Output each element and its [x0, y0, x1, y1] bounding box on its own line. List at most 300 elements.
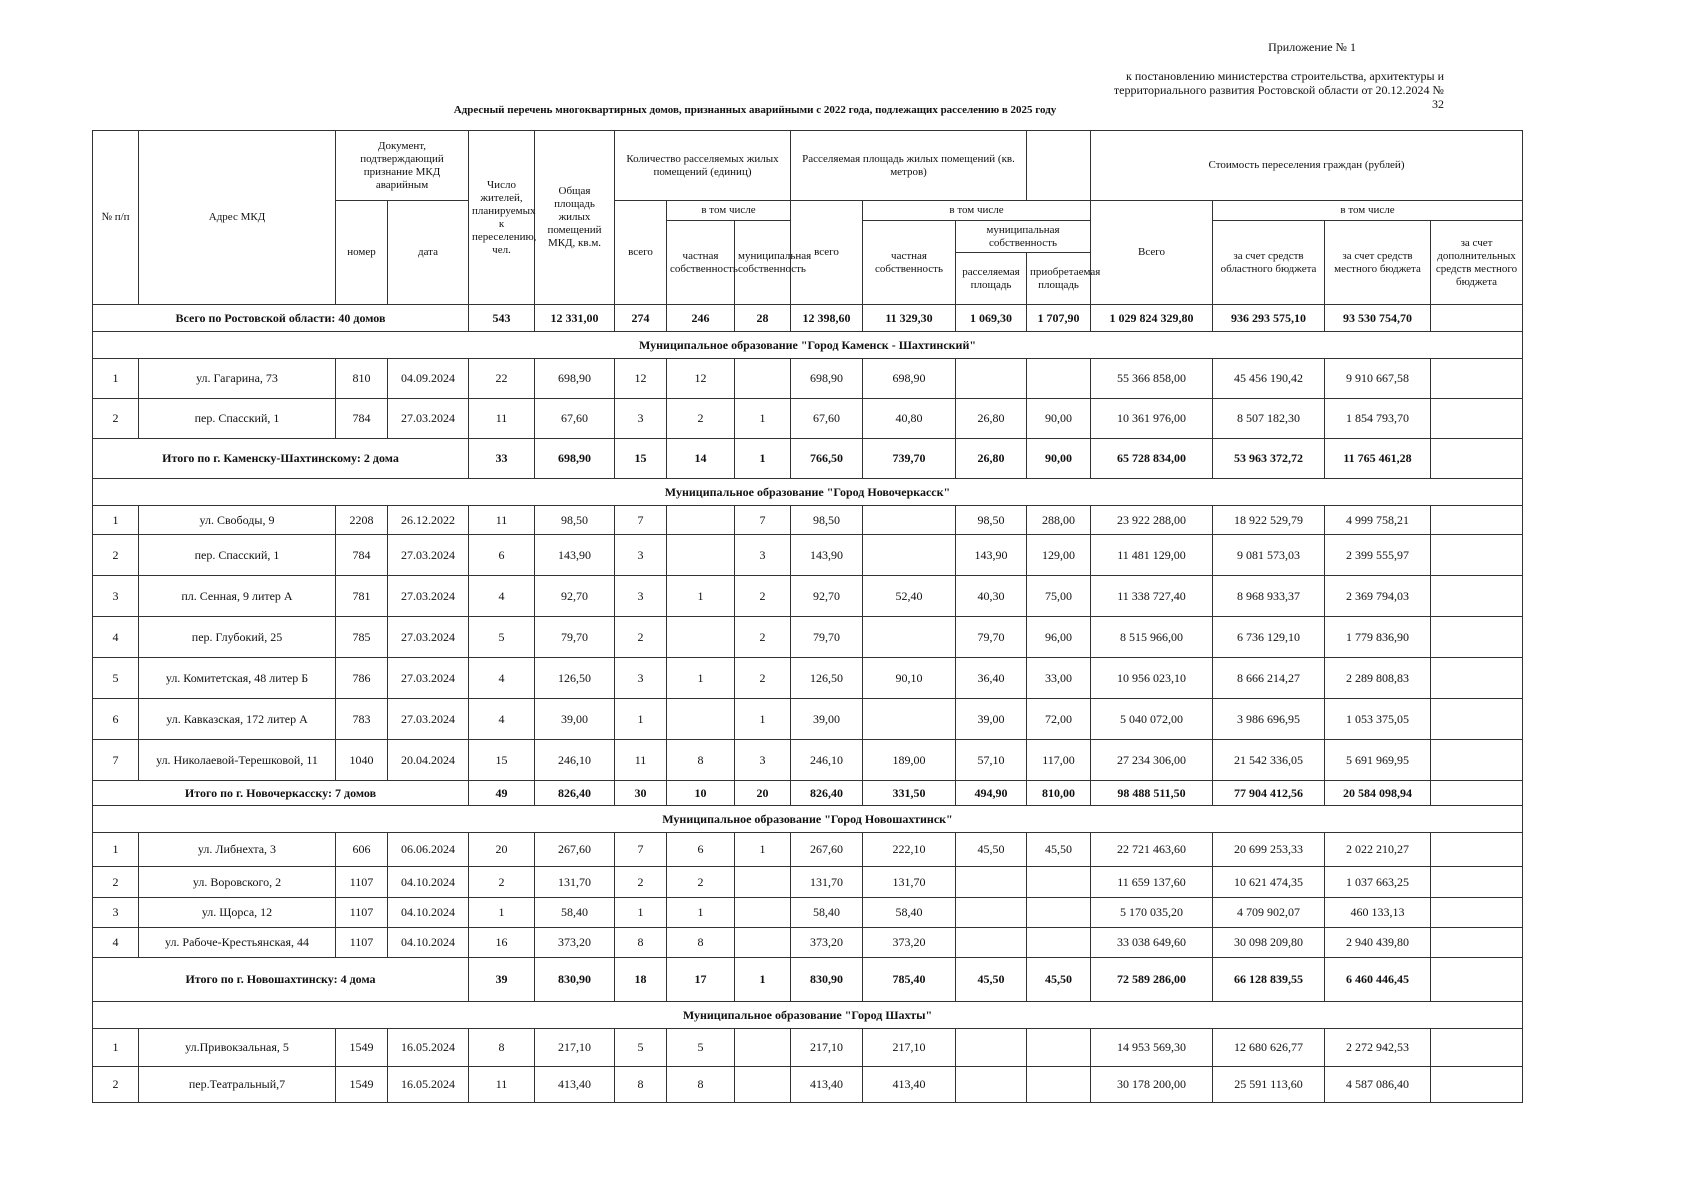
total-label: Итого по г. Новочеркасску: 7 домов: [93, 781, 469, 806]
table-row: [93, 1067, 1523, 1103]
rooms-private-cell: 5: [667, 1029, 735, 1067]
rooms-municipal-cell: 2: [735, 576, 791, 617]
doc-number-cell: 1549: [336, 1029, 388, 1067]
residents-cell: 4: [469, 699, 535, 740]
cost-regional-cell: 53 963 372,72: [1213, 439, 1325, 479]
doc-date-cell: 27.03.2024: [388, 617, 469, 658]
doc-number-cell: 1549: [336, 1067, 388, 1103]
address-cell: ул. Воровского, 2: [139, 867, 336, 898]
area-resettled-cell: 40,30: [956, 576, 1027, 617]
header-area-resettled: расселяемая площадь: [956, 253, 1027, 305]
cost-local-cell: 1 854 793,70: [1325, 399, 1431, 439]
header-address: Адрес МКД: [139, 131, 336, 305]
table-body: [93, 305, 1523, 1103]
area-private-cell: 739,70: [863, 439, 956, 479]
total-area-cell: 698,90: [535, 359, 615, 399]
rooms-total-cell: 3: [615, 658, 667, 699]
total-area-cell: 413,40: [535, 1067, 615, 1103]
table-row: [93, 833, 1523, 867]
doc-date-cell: 06.06.2024: [388, 833, 469, 867]
residents-cell: 16: [469, 928, 535, 958]
area-total-cell: 766,50: [791, 439, 863, 479]
area-acquired-cell: [1027, 1067, 1091, 1103]
doc-date-cell: 27.03.2024: [388, 535, 469, 576]
rooms-municipal-cell: 1: [735, 399, 791, 439]
doc-date-cell: 16.05.2024: [388, 1029, 469, 1067]
area-total-cell: 826,40: [791, 781, 863, 806]
table-row: [93, 699, 1523, 740]
cost-extra-cell: [1431, 535, 1523, 576]
section-total-row: [93, 439, 1523, 479]
row-number-cell: 3: [93, 898, 139, 928]
area-resettled-cell: 143,90: [956, 535, 1027, 576]
cost-regional-cell: 8 968 933,37: [1213, 576, 1325, 617]
doc-number-cell: 783: [336, 699, 388, 740]
cost-extra-cell: [1431, 576, 1523, 617]
cost-regional-cell: 25 591 113,60: [1213, 1067, 1325, 1103]
area-private-cell: 40,80: [863, 399, 956, 439]
grand-total-row: [93, 305, 1523, 332]
address-cell: ул. Свободы, 9: [139, 506, 336, 535]
header-area-total: всего: [791, 201, 863, 305]
area-total-cell: 79,70: [791, 617, 863, 658]
header-document: Документ, подтверждающий признание МКД аварийным: [336, 131, 469, 201]
area-private-cell: 52,40: [863, 576, 956, 617]
rooms-private-cell: 14: [667, 439, 735, 479]
residents-cell: 8: [469, 1029, 535, 1067]
address-cell: пл. Сенная, 9 литер А: [139, 576, 336, 617]
cost-extra-cell: [1431, 617, 1523, 658]
section-title: Муниципальное образование "Город Шахты": [93, 1002, 1523, 1029]
rooms-total-cell: 1: [615, 898, 667, 928]
row-number-cell: 2: [93, 1067, 139, 1103]
cost-regional-cell: 20 699 253,33: [1213, 833, 1325, 867]
cost-extra-cell: [1431, 699, 1523, 740]
row-number-cell: 5: [93, 658, 139, 699]
total-area-cell: 373,20: [535, 928, 615, 958]
table-row: [93, 928, 1523, 958]
cost-local-cell: 4 999 758,21: [1325, 506, 1431, 535]
cost-regional-cell: 3 986 696,95: [1213, 699, 1325, 740]
cost-local-cell: 460 133,13: [1325, 898, 1431, 928]
area-acquired-cell: 45,50: [1027, 958, 1091, 1002]
area-private-cell: 785,40: [863, 958, 956, 1002]
total-area-cell: 58,40: [535, 898, 615, 928]
doc-date-cell: 27.03.2024: [388, 399, 469, 439]
rooms-private-cell: 12: [667, 359, 735, 399]
rooms-total-cell: 18: [615, 958, 667, 1002]
address-cell: ул. Комитетская, 48 литер Б: [139, 658, 336, 699]
cost-local-cell: 1 053 375,05: [1325, 699, 1431, 740]
table-row: [93, 898, 1523, 928]
row-number-cell: 2: [93, 399, 139, 439]
table-row: [93, 399, 1523, 439]
area-total-cell: 217,10: [791, 1029, 863, 1067]
area-total-cell: 830,90: [791, 958, 863, 1002]
area-acquired-cell: 1 707,90: [1027, 305, 1091, 332]
area-resettled-cell: 79,70: [956, 617, 1027, 658]
address-cell: ул. Гагарина, 73: [139, 359, 336, 399]
total-area-cell: 79,70: [535, 617, 615, 658]
cost-local-cell: 2 022 210,27: [1325, 833, 1431, 867]
area-acquired-cell: 129,00: [1027, 535, 1091, 576]
total-area-cell: 131,70: [535, 867, 615, 898]
rooms-municipal-cell: [735, 928, 791, 958]
area-resettled-cell: [956, 1067, 1027, 1103]
rooms-municipal-cell: 3: [735, 740, 791, 781]
area-acquired-cell: 72,00: [1027, 699, 1091, 740]
area-acquired-cell: 810,00: [1027, 781, 1091, 806]
cost-regional-cell: 21 542 336,05: [1213, 740, 1325, 781]
residents-cell: 11: [469, 1067, 535, 1103]
area-acquired-cell: 96,00: [1027, 617, 1091, 658]
header-doc-date: дата: [388, 201, 469, 305]
doc-date-cell: 27.03.2024: [388, 699, 469, 740]
address-cell: пер. Спасский, 1: [139, 535, 336, 576]
cost-extra-cell: [1431, 781, 1523, 806]
rooms-private-cell: 2: [667, 867, 735, 898]
doc-date-cell: 26.12.2022: [388, 506, 469, 535]
address-cell: пер.Театральный,7: [139, 1067, 336, 1103]
area-total-cell: 246,10: [791, 740, 863, 781]
cost-total-cell: 10 361 976,00: [1091, 399, 1213, 439]
area-acquired-cell: [1027, 867, 1091, 898]
total-label: Всего по Ростовской области: 40 домов: [93, 305, 469, 332]
cost-total-cell: 1 029 824 329,80: [1091, 305, 1213, 332]
doc-date-cell: 04.10.2024: [388, 928, 469, 958]
rooms-total-cell: 2: [615, 617, 667, 658]
area-total-cell: 126,50: [791, 658, 863, 699]
cost-local-cell: 1 779 836,90: [1325, 617, 1431, 658]
section-header-row: [93, 1002, 1523, 1029]
row-number-cell: 2: [93, 535, 139, 576]
header-rooms: Количество расселяемых жилых помещений (единиц): [615, 131, 791, 201]
row-number-cell: 1: [93, 1029, 139, 1067]
area-private-cell: 217,10: [863, 1029, 956, 1067]
rooms-private-cell: 2: [667, 399, 735, 439]
rooms-total-cell: 8: [615, 928, 667, 958]
area-total-cell: 267,60: [791, 833, 863, 867]
header-cost-total: Всего: [1091, 201, 1213, 305]
header-cost: Стоимость переселения граждан (рублей): [1091, 131, 1523, 201]
cost-extra-cell: [1431, 928, 1523, 958]
cost-regional-cell: 77 904 412,56: [1213, 781, 1325, 806]
total-label: Итого по г. Новошахтинску: 4 дома: [93, 958, 469, 1002]
area-acquired-cell: 33,00: [1027, 658, 1091, 699]
rooms-total-cell: 5: [615, 1029, 667, 1067]
cost-total-cell: 23 922 288,00: [1091, 506, 1213, 535]
rooms-private-cell: 17: [667, 958, 735, 1002]
header-cost-local: за счет средств местного бюджета: [1325, 221, 1431, 305]
row-number-cell: 1: [93, 506, 139, 535]
area-total-cell: 131,70: [791, 867, 863, 898]
cost-extra-cell: [1431, 506, 1523, 535]
rooms-municipal-cell: [735, 1029, 791, 1067]
rooms-private-cell: 1: [667, 658, 735, 699]
area-total-cell: 413,40: [791, 1067, 863, 1103]
area-acquired-cell: 117,00: [1027, 740, 1091, 781]
header-rooms-municipal: муниципальная собственность: [735, 221, 791, 305]
cost-local-cell: 9 910 667,58: [1325, 359, 1431, 399]
doc-number-cell: 606: [336, 833, 388, 867]
rooms-total-cell: 274: [615, 305, 667, 332]
row-number-cell: 1: [93, 833, 139, 867]
section-header-row: [93, 332, 1523, 359]
table-header: [93, 131, 1523, 305]
area-resettled-cell: 98,50: [956, 506, 1027, 535]
rooms-private-cell: [667, 506, 735, 535]
rooms-municipal-cell: 1: [735, 439, 791, 479]
area-total-cell: 67,60: [791, 399, 863, 439]
cost-extra-cell: [1431, 898, 1523, 928]
residents-cell: 39: [469, 958, 535, 1002]
address-cell: ул. Николаевой-Терешковой, 11: [139, 740, 336, 781]
area-resettled-cell: 45,50: [956, 958, 1027, 1002]
table-row: [93, 535, 1523, 576]
area-resettled-cell: 39,00: [956, 699, 1027, 740]
total-area-cell: 12 331,00: [535, 305, 615, 332]
header-area-municipal: муниципальная собственность: [956, 221, 1091, 253]
header-cost-incl: в том числе: [1213, 201, 1523, 221]
header-residents: Число жителей, планируемых к переселению, чел.: [469, 131, 535, 305]
area-private-cell: [863, 535, 956, 576]
cost-extra-cell: [1431, 399, 1523, 439]
address-cell: ул. Рабоче-Крестьянская, 44: [139, 928, 336, 958]
header-area: Расселяемая площадь жилых помещений (кв. метров): [791, 131, 1027, 201]
header-area-blank: [1027, 131, 1091, 201]
area-resettled-cell: 26,80: [956, 439, 1027, 479]
cost-local-cell: 4 587 086,40: [1325, 1067, 1431, 1103]
table-row: [93, 1029, 1523, 1067]
doc-number-cell: 781: [336, 576, 388, 617]
cost-extra-cell: [1431, 1029, 1523, 1067]
cost-extra-cell: [1431, 833, 1523, 867]
cost-total-cell: 33 038 649,60: [1091, 928, 1213, 958]
doc-date-cell: 04.10.2024: [388, 898, 469, 928]
doc-date-cell: 04.10.2024: [388, 867, 469, 898]
cost-extra-cell: [1431, 740, 1523, 781]
cost-extra-cell: [1431, 958, 1523, 1002]
doc-number-cell: 1107: [336, 898, 388, 928]
cost-regional-cell: 4 709 902,07: [1213, 898, 1325, 928]
area-resettled-cell: 26,80: [956, 399, 1027, 439]
cost-local-cell: 2 272 942,53: [1325, 1029, 1431, 1067]
area-total-cell: 373,20: [791, 928, 863, 958]
header-cost-regional: за счет средств областного бюджета: [1213, 221, 1325, 305]
resettlement-table: [92, 130, 1523, 1103]
rooms-municipal-cell: 28: [735, 305, 791, 332]
cost-total-cell: 14 953 569,30: [1091, 1029, 1213, 1067]
rooms-municipal-cell: 2: [735, 658, 791, 699]
cost-total-cell: 30 178 200,00: [1091, 1067, 1213, 1103]
cost-total-cell: 11 659 137,60: [1091, 867, 1213, 898]
area-resettled-cell: [956, 359, 1027, 399]
cost-regional-cell: 66 128 839,55: [1213, 958, 1325, 1002]
section-total-row: [93, 781, 1523, 806]
total-area-cell: 698,90: [535, 439, 615, 479]
rooms-private-cell: [667, 617, 735, 658]
section-title: Муниципальное образование "Город Каменск - Шахтинский": [93, 332, 1523, 359]
area-total-cell: 58,40: [791, 898, 863, 928]
area-acquired-cell: 45,50: [1027, 833, 1091, 867]
total-area-cell: 217,10: [535, 1029, 615, 1067]
rooms-municipal-cell: [735, 898, 791, 928]
table-row: [93, 576, 1523, 617]
appendix-line-1: к постановлению министерства строительства, архитектуры и: [1126, 69, 1444, 83]
area-acquired-cell: [1027, 928, 1091, 958]
doc-number-cell: 810: [336, 359, 388, 399]
cost-extra-cell: [1431, 359, 1523, 399]
area-private-cell: 131,70: [863, 867, 956, 898]
header-area-acquired: приобретаемая площадь: [1027, 253, 1091, 305]
rooms-municipal-cell: 1: [735, 833, 791, 867]
cost-local-cell: 2 289 808,83: [1325, 658, 1431, 699]
doc-number-cell: 1107: [336, 928, 388, 958]
header-cost-extra: за счет дополнительных средств местного бюджета: [1431, 221, 1523, 305]
table-row: [93, 740, 1523, 781]
area-acquired-cell: [1027, 898, 1091, 928]
cost-regional-cell: 8 507 182,30: [1213, 399, 1325, 439]
section-header-row: [93, 806, 1523, 833]
doc-date-cell: 20.04.2024: [388, 740, 469, 781]
total-area-cell: 246,10: [535, 740, 615, 781]
rooms-private-cell: 8: [667, 740, 735, 781]
rooms-total-cell: 7: [615, 506, 667, 535]
residents-cell: 5: [469, 617, 535, 658]
cost-extra-cell: [1431, 305, 1523, 332]
cost-total-cell: 55 366 858,00: [1091, 359, 1213, 399]
area-resettled-cell: [956, 867, 1027, 898]
total-label: Итого по г. Каменску-Шахтинскому: 2 дома: [93, 439, 469, 479]
residents-cell: 6: [469, 535, 535, 576]
cost-local-cell: 93 530 754,70: [1325, 305, 1431, 332]
area-total-cell: 12 398,60: [791, 305, 863, 332]
header-total-area: Общая площадь жилых помещений МКД, кв.м.: [535, 131, 615, 305]
area-private-cell: 222,10: [863, 833, 956, 867]
cost-total-cell: 11 338 727,40: [1091, 576, 1213, 617]
area-resettled-cell: 57,10: [956, 740, 1027, 781]
header-num: № п/п: [93, 131, 139, 305]
area-acquired-cell: [1027, 1029, 1091, 1067]
row-number-cell: 6: [93, 699, 139, 740]
rooms-municipal-cell: [735, 1067, 791, 1103]
total-area-cell: 143,90: [535, 535, 615, 576]
total-area-cell: 98,50: [535, 506, 615, 535]
cost-local-cell: 5 691 969,95: [1325, 740, 1431, 781]
table-row: [93, 658, 1523, 699]
rooms-total-cell: 7: [615, 833, 667, 867]
rooms-private-cell: 8: [667, 1067, 735, 1103]
area-resettled-cell: [956, 898, 1027, 928]
residents-cell: 33: [469, 439, 535, 479]
cost-regional-cell: 10 621 474,35: [1213, 867, 1325, 898]
rooms-private-cell: 10: [667, 781, 735, 806]
address-cell: ул. Щорса, 12: [139, 898, 336, 928]
total-area-cell: 126,50: [535, 658, 615, 699]
total-area-cell: 267,60: [535, 833, 615, 867]
area-private-cell: 698,90: [863, 359, 956, 399]
cost-regional-cell: 45 456 190,42: [1213, 359, 1325, 399]
header-rooms-total: всего: [615, 201, 667, 305]
cost-regional-cell: 936 293 575,10: [1213, 305, 1325, 332]
residents-cell: 11: [469, 399, 535, 439]
rooms-total-cell: 1: [615, 699, 667, 740]
cost-local-cell: 6 460 446,45: [1325, 958, 1431, 1002]
doc-number-cell: 784: [336, 399, 388, 439]
area-acquired-cell: 288,00: [1027, 506, 1091, 535]
area-private-cell: 11 329,30: [863, 305, 956, 332]
doc-number-cell: 1107: [336, 867, 388, 898]
rooms-total-cell: 30: [615, 781, 667, 806]
address-cell: ул.Привокзальная, 5: [139, 1029, 336, 1067]
area-private-cell: [863, 617, 956, 658]
residents-cell: 49: [469, 781, 535, 806]
cost-local-cell: 2 369 794,03: [1325, 576, 1431, 617]
rooms-total-cell: 3: [615, 535, 667, 576]
area-total-cell: 98,50: [791, 506, 863, 535]
rooms-total-cell: 8: [615, 1067, 667, 1103]
cost-total-cell: 11 481 129,00: [1091, 535, 1213, 576]
doc-date-cell: 27.03.2024: [388, 658, 469, 699]
cost-local-cell: 2 940 439,80: [1325, 928, 1431, 958]
address-cell: ул. Кавказская, 172 литер А: [139, 699, 336, 740]
area-acquired-cell: 90,00: [1027, 439, 1091, 479]
area-private-cell: [863, 699, 956, 740]
cost-total-cell: 8 515 966,00: [1091, 617, 1213, 658]
rooms-total-cell: 3: [615, 399, 667, 439]
section-title: Муниципальное образование "Город Новошахтинск": [93, 806, 1523, 833]
area-resettled-cell: 494,90: [956, 781, 1027, 806]
cost-local-cell: 20 584 098,94: [1325, 781, 1431, 806]
rooms-municipal-cell: [735, 867, 791, 898]
residents-cell: 15: [469, 740, 535, 781]
cost-extra-cell: [1431, 658, 1523, 699]
rooms-total-cell: 15: [615, 439, 667, 479]
total-area-cell: 830,90: [535, 958, 615, 1002]
rooms-municipal-cell: [735, 359, 791, 399]
doc-number-cell: 784: [336, 535, 388, 576]
total-area-cell: 67,60: [535, 399, 615, 439]
rooms-total-cell: 3: [615, 576, 667, 617]
area-resettled-cell: [956, 928, 1027, 958]
rooms-municipal-cell: 1: [735, 699, 791, 740]
area-total-cell: 39,00: [791, 699, 863, 740]
rooms-municipal-cell: 1: [735, 958, 791, 1002]
rooms-municipal-cell: 3: [735, 535, 791, 576]
area-total-cell: 143,90: [791, 535, 863, 576]
area-private-cell: 90,10: [863, 658, 956, 699]
doc-number-cell: 786: [336, 658, 388, 699]
area-acquired-cell: 90,00: [1027, 399, 1091, 439]
rooms-municipal-cell: 20: [735, 781, 791, 806]
row-number-cell: 4: [93, 617, 139, 658]
cost-extra-cell: [1431, 439, 1523, 479]
section-total-row: [93, 958, 1523, 1002]
cost-regional-cell: 18 922 529,79: [1213, 506, 1325, 535]
total-area-cell: 39,00: [535, 699, 615, 740]
rooms-private-cell: 246: [667, 305, 735, 332]
appendix-title: Приложение № 1: [1268, 40, 1356, 54]
section-title: Муниципальное образование "Город Новочеркасск": [93, 479, 1523, 506]
rooms-municipal-cell: 2: [735, 617, 791, 658]
rooms-total-cell: 11: [615, 740, 667, 781]
cost-total-cell: 22 721 463,60: [1091, 833, 1213, 867]
appendix-line-2: территориального развития Ростовской области от 20.12.2024 № 32: [1113, 83, 1444, 111]
header-rooms-private: частная собственность: [667, 221, 735, 305]
doc-date-cell: 04.09.2024: [388, 359, 469, 399]
rooms-total-cell: 2: [615, 867, 667, 898]
cost-regional-cell: 8 666 214,27: [1213, 658, 1325, 699]
